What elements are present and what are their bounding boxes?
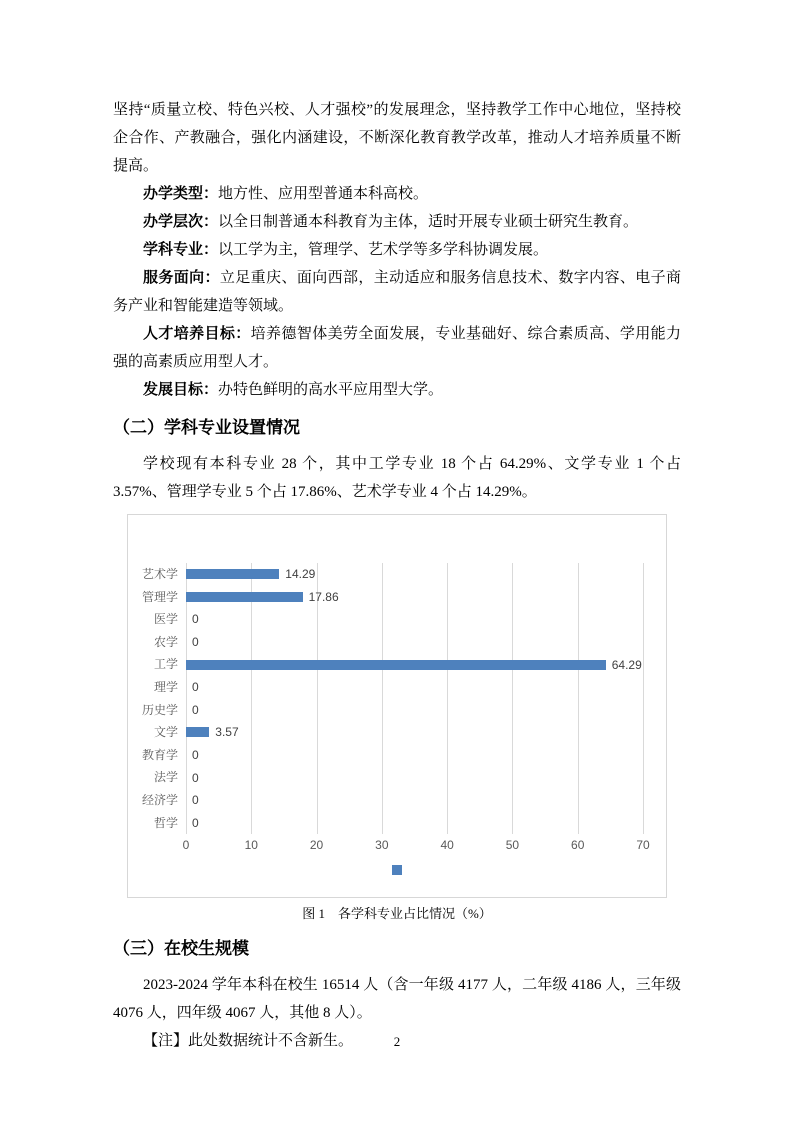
category-label: 法学 — [153, 770, 178, 785]
chart-row — [186, 789, 643, 812]
info-text: 地方性、应用型普通本科高校。 — [218, 186, 429, 202]
section-heading-2: （二）学科专业设置情况 — [113, 418, 300, 437]
chart-x-axis — [182, 838, 650, 856]
bar-value-label: 3.57 — [215, 725, 239, 740]
x-axis-tick: 30 — [375, 838, 389, 853]
category-label: 经济学 — [141, 792, 178, 807]
info-item-type — [113, 180, 681, 208]
category-label: 医学 — [153, 612, 178, 627]
x-axis-tick: 20 — [309, 838, 324, 853]
intro-paragraph: 坚持“质量立校、特色兴校、人才强校”的发展理念，坚持教学工作中心地位，坚持校企合作、产教融合，强化内涵建设，不断深化教育教学改革，推动人才培养质量不断提高。 — [113, 102, 681, 174]
bar — [186, 660, 606, 670]
bar-value-label: 17.86 — [308, 589, 339, 604]
info-text: 培养德智体美劳全面发展，专业基础好、综合素质高、学用能力强的高素质应用型人才。 — [113, 326, 681, 370]
x-axis-tick: 10 — [244, 838, 258, 853]
bar-value-label: 0 — [192, 793, 199, 808]
category-label: 文学 — [153, 725, 178, 740]
category-label: 理学 — [153, 679, 178, 694]
section3-paragraph: 2023-2024 学年本科在校生 16514 人（含一年级 4177 人，二年级 4186 人，三年级 4076 人，四年级 4067 人，其他 8 人）。 — [113, 977, 681, 1021]
bar-value-label: 0 — [192, 702, 199, 717]
gridline — [643, 563, 644, 834]
info-label: 服务面向： — [143, 269, 220, 286]
bar-value-label: 0 — [192, 748, 199, 763]
bar-value-label: 0 — [192, 680, 199, 695]
info-item-discipline — [113, 236, 681, 264]
x-axis-tick: 0 — [182, 838, 190, 853]
chart-row — [186, 608, 643, 631]
legend-swatch — [392, 865, 402, 875]
category-label: 历史学 — [141, 702, 178, 717]
bar — [186, 569, 279, 579]
chart-row — [186, 653, 643, 676]
bar — [186, 727, 209, 737]
info-label: 办学层次： — [143, 213, 219, 230]
chart-row — [186, 563, 643, 586]
page-number: 2 — [393, 1034, 401, 1049]
category-label: 工学 — [153, 657, 178, 672]
bar-value-label: 0 — [192, 815, 199, 830]
bar-chart — [127, 514, 667, 898]
category-label: 管理学 — [141, 589, 178, 604]
info-item-level — [113, 208, 681, 236]
info-item-service — [113, 264, 681, 320]
category-label: 哲学 — [153, 815, 178, 830]
bar-value-label: 14.29 — [285, 567, 316, 582]
info-text: 办特色鲜明的高水平应用型大学。 — [218, 382, 444, 398]
bar-value-label: 64.29 — [611, 657, 642, 672]
info-text: 立足重庆、面向西部，主动适应和服务信息技术、数字内容、电子商务产业和智能建造等领域。 — [113, 270, 681, 314]
bar-value-label: 0 — [192, 635, 199, 650]
bar — [186, 592, 303, 602]
chart-row — [186, 699, 643, 722]
category-label: 教育学 — [141, 747, 178, 762]
chart-category-labels — [128, 563, 186, 834]
chart-row — [186, 744, 643, 767]
section2-paragraph: 学校现有本科专业 28 个，其中工学专业 18 个占 64.29%、文学专业 1 个占 3.57%、管理学专业 5 个占 17.86%、艺术学专业 4 个占 14.29%。 — [113, 456, 681, 500]
chart-row — [186, 631, 643, 654]
bar-value-label: 0 — [192, 612, 199, 627]
chart-row — [186, 676, 643, 699]
chart-row — [186, 721, 643, 744]
category-label: 农学 — [153, 634, 178, 649]
chart-row — [186, 586, 643, 609]
chart-plot — [186, 563, 643, 834]
chart-area — [128, 563, 666, 834]
category-label: 艺术学 — [141, 567, 178, 581]
chart-row — [186, 812, 643, 835]
x-axis-tick: 60 — [571, 838, 585, 853]
info-label: 人才培养目标： — [143, 325, 251, 342]
section-heading-3: （三）在校生规模 — [113, 939, 249, 958]
x-axis-tick: 40 — [440, 838, 454, 853]
info-label: 学科专业： — [143, 241, 219, 258]
chart-legend — [128, 865, 666, 875]
note-line: 【注】此处数据统计不含新生。 — [143, 1033, 354, 1049]
info-label: 发展目标： — [143, 381, 219, 398]
figure-caption: 图 1 各学科专业占比情况（%） — [302, 906, 492, 921]
info-item-talent-goal — [113, 320, 681, 376]
info-text: 以全日制普通本科教育为主体，适时开展专业硕士研究生教育。 — [218, 214, 639, 230]
x-axis-tick: 70 — [636, 838, 650, 853]
bar-value-label: 0 — [192, 770, 199, 785]
info-text: 以工学为主，管理学、艺术学等多学科协调发展。 — [218, 242, 549, 258]
info-item-dev-goal — [113, 376, 681, 404]
chart-row — [186, 766, 643, 789]
info-label: 办学类型： — [143, 185, 219, 202]
x-axis-tick: 50 — [505, 838, 520, 853]
